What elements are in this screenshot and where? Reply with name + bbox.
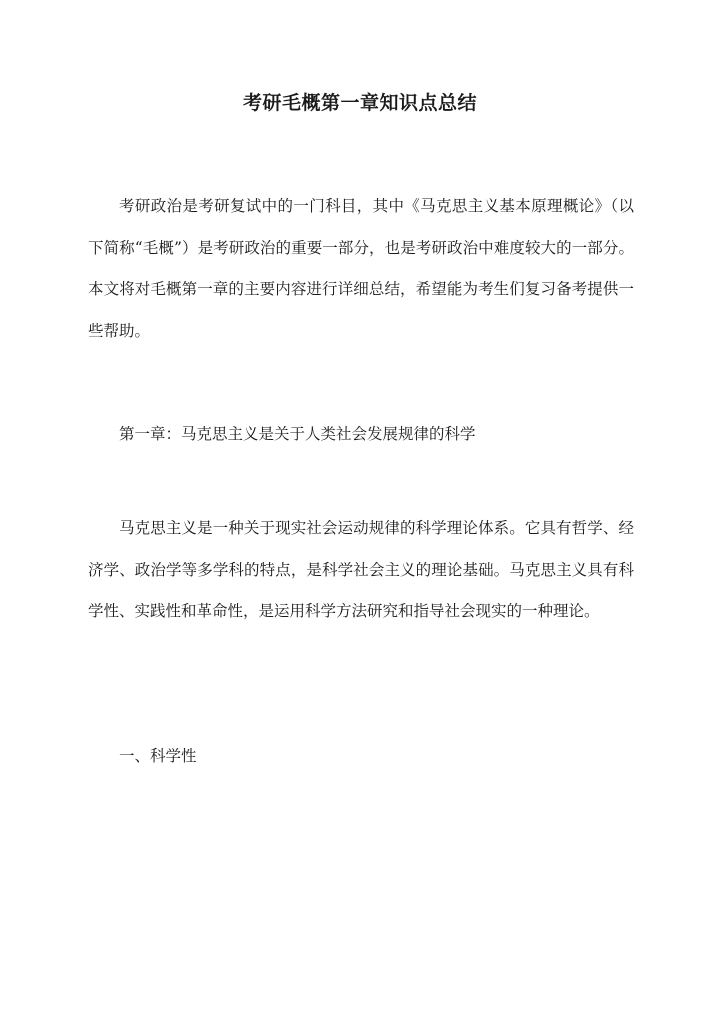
chapter-paragraph: 马克思主义是一种关于现实社会运动规律的科学理论体系。它具有哲学、经济学、政治学等多学科的特点，是科学社会主义的理论基础。马克思主义具有科学性、实践性和革命性，是运用科学方法研究和指导社会现实的一种理论。	[88, 519, 634, 620]
document-title: 考研毛概第一章知识点总结	[242, 92, 477, 114]
intro-paragraph: 考研政治是考研复试中的一门科目，其中《马克思主义基本原理概论》（以下简称“毛概”）是考研政治的重要一部分，也是考研政治中难度较大的一部分。本文将对毛概第一章的主要内容进行详细总结，希望能为考生们复习备考提供一些帮助。	[88, 197, 634, 340]
chapter-heading: 第一章：马克思主义是关于人类社会发展规律的科学	[119, 425, 476, 443]
section-heading: 一、科学性	[119, 747, 197, 765]
